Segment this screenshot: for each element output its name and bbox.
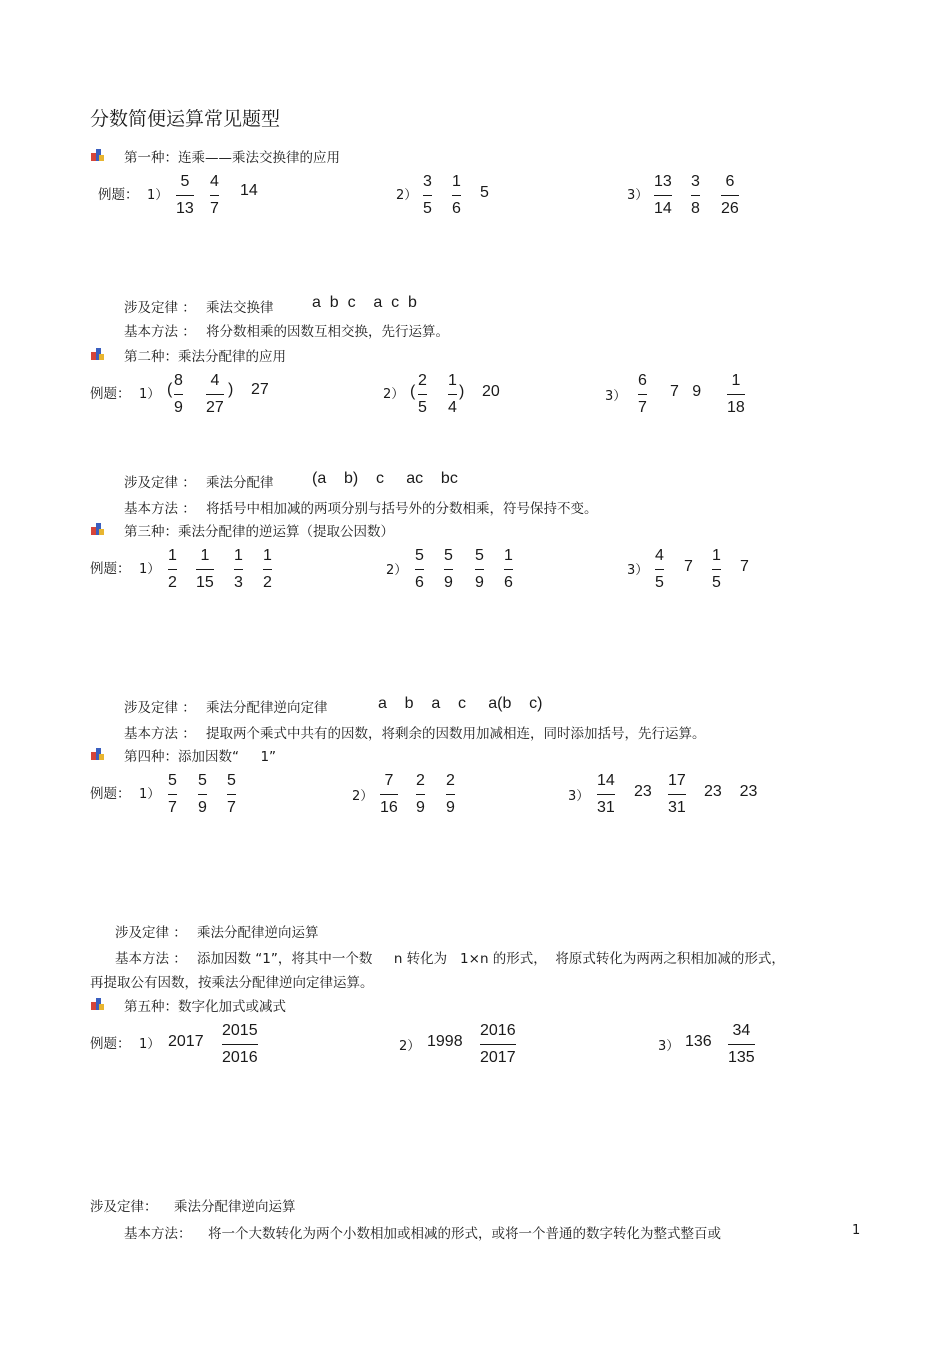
fraction: 1 3 (234, 547, 243, 591)
method-label: 基本方法： (124, 1226, 192, 1242)
section-heading: 第二种：乘法分配律的应用 (124, 349, 286, 365)
bullet-icon (91, 998, 104, 1010)
method-text: 提取两个乘式中共有的因数，将剩余的因数用加减相连，同时添加括号，先行运算。 (206, 726, 706, 742)
example-index: 3） (627, 563, 649, 578)
fraction: 14 31 (597, 772, 615, 816)
law-label: 涉及定律 ： (124, 300, 196, 316)
method-text-continued: 再提取公有因数，按乘法分配律逆向定律运算。 (90, 975, 374, 991)
fraction: 1 6 (452, 173, 461, 217)
fraction: 5 7 (168, 772, 177, 816)
example-index: 3） (568, 789, 590, 804)
whole-number: 1998 (427, 1033, 463, 1050)
fraction: 1 6 (504, 547, 513, 591)
whole-number: 136 (685, 1033, 712, 1050)
example-index: 1） (147, 188, 169, 203)
law-formula: (a b) c ac bc (312, 470, 458, 487)
example-index: 2） (383, 387, 405, 402)
fraction: 1 5 (712, 547, 721, 591)
fraction: 2 5 (418, 372, 427, 416)
example-label: 例题： (90, 561, 131, 577)
fraction: 5 13 (176, 173, 194, 217)
fraction: 1 15 (196, 547, 214, 591)
method-text: 将分数相乘的因数互相交换，先行运算。 (206, 324, 449, 340)
law-label: 涉及定律 ： (115, 925, 187, 941)
law-text: 乘法交换律 (206, 300, 274, 316)
fraction: 1 2 (263, 547, 272, 591)
example-label: 例题： (90, 1036, 131, 1052)
example-index: 3） (627, 188, 649, 203)
fraction: 1 2 (168, 547, 177, 591)
fraction: 5 9 (444, 547, 453, 591)
fraction: 2015 2016 (222, 1022, 258, 1066)
fraction: 5 9 (198, 772, 207, 816)
method-text: 将括号中相加减的两项分别与括号外的分数相乘，符号保持不变。 (206, 501, 598, 517)
example-index: 3） (605, 389, 627, 404)
close-paren: ) (459, 383, 465, 400)
fraction: 1 4 (448, 372, 457, 416)
section-heading: 第三种：乘法分配律的逆运算（提取公因数） (124, 524, 394, 540)
operand: 20 (482, 383, 500, 400)
operand: 14 (240, 182, 258, 199)
operand: 5 (480, 184, 489, 201)
law-text: 乘法分配律逆向运算 (197, 925, 319, 941)
fraction: 3 5 (423, 173, 432, 217)
method-text: 将一个大数转化为两个小数相加或相减的形式，或将一个普通的数字转化为整式整百或 (208, 1226, 721, 1242)
fraction: 6 7 (638, 372, 647, 416)
example-index: 2） (399, 1039, 421, 1054)
page-number: 1 (852, 1223, 861, 1238)
example-index: 2） (386, 563, 408, 578)
example-label: 例题： (90, 386, 131, 402)
law-text: 乘法分配律逆向运算 (174, 1199, 296, 1215)
fraction: 2 9 (416, 772, 425, 816)
fraction: 4 5 (655, 547, 664, 591)
fraction: 13 14 (654, 173, 672, 217)
method-text: 添加因数 “1”，将其中一个数 n 转化为 1×n 的形式， 将原式转化为两两之积相加减的形式， (197, 951, 785, 967)
operand: 23 (634, 783, 652, 800)
operand: 7 (684, 558, 693, 575)
section-heading: 第五种：数字化加式或减式 (124, 999, 286, 1015)
bullet-icon (91, 149, 104, 161)
operand: 23 23 (704, 783, 758, 800)
law-label: 涉及定律 ： (124, 475, 196, 491)
fraction: 1 18 (727, 372, 745, 416)
example-index: 1） (139, 562, 161, 577)
fraction: 17 31 (668, 772, 686, 816)
method-label: 基本方法 ： (115, 951, 187, 967)
bullet-icon (91, 748, 104, 760)
whole-number: 2017 (168, 1033, 204, 1050)
law-formula: a b c a c b (312, 294, 417, 311)
law-text: 乘法分配律 (206, 475, 274, 491)
example-index: 2） (352, 789, 374, 804)
method-label: 基本方法 ： (124, 324, 196, 340)
law-formula: a b a c a(b c) (378, 695, 543, 712)
open-paren: ( (167, 381, 173, 398)
fraction: 8 9 (174, 372, 183, 416)
fraction: 34 135 (728, 1022, 755, 1066)
fraction: 4 27 (206, 372, 224, 416)
page-title: 分数简便运算常见题型 (90, 108, 281, 130)
method-label: 基本方法 ： (124, 726, 196, 742)
fraction: 2 9 (446, 772, 455, 816)
example-index: 2） (396, 188, 418, 203)
fraction: 5 9 (475, 547, 484, 591)
bullet-icon (91, 348, 104, 360)
section-heading: 第一种：连乘——乘法交换律的应用 (124, 150, 340, 166)
example-label: 例题： (98, 187, 139, 203)
law-label: 涉及定律 ： (124, 700, 196, 716)
example-index: 1） (139, 787, 161, 802)
fraction: 5 7 (227, 772, 236, 816)
method-label: 基本方法 ： (124, 501, 196, 517)
example-index: 3） (658, 1039, 680, 1054)
operand: 7 9 (670, 383, 702, 400)
example-index: 1） (139, 1037, 161, 1052)
fraction: 3 8 (691, 173, 700, 217)
law-label: 涉及定律： (90, 1199, 158, 1215)
fraction: 4 7 (210, 173, 219, 217)
operand: 27 (251, 381, 269, 398)
law-text: 乘法分配律逆向定律 (206, 700, 328, 716)
example-label: 例题： (90, 786, 131, 802)
close-paren: ) (228, 381, 234, 398)
fraction: 2016 2017 (480, 1022, 516, 1066)
operand: 7 (740, 558, 749, 575)
fraction: 5 6 (415, 547, 424, 591)
open-paren: ( (410, 383, 416, 400)
fraction: 6 26 (721, 173, 739, 217)
example-index: 1） (139, 387, 161, 402)
fraction: 7 16 (380, 772, 398, 816)
section-heading: 第四种：添加因数“ 1” (124, 749, 277, 765)
bullet-icon (91, 523, 104, 535)
